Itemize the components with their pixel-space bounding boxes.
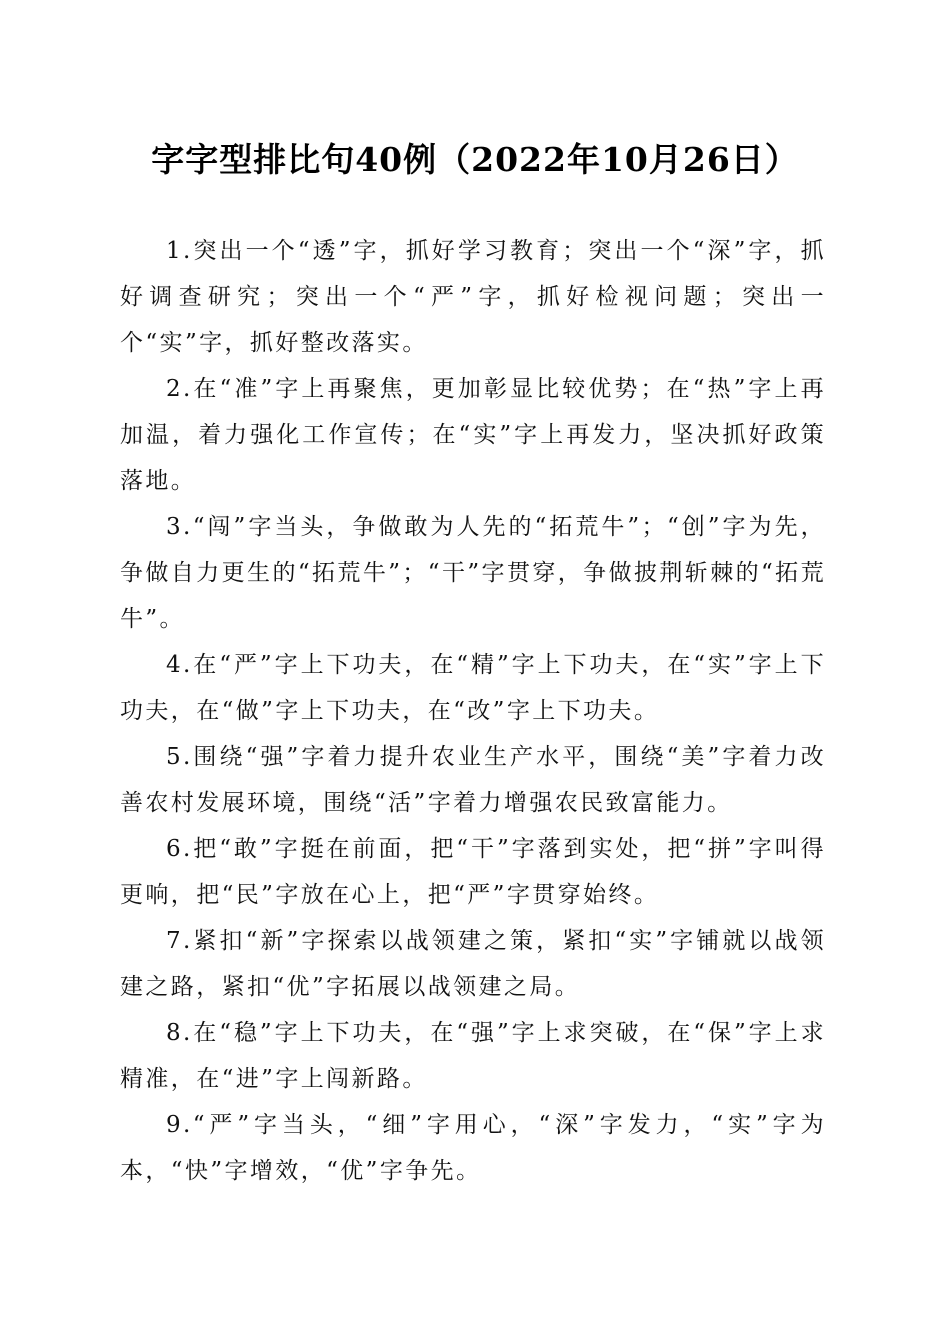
paragraph-8: 8.在“稳”字上下功夫，在“强”字上求突破，在“保”字上求精准，在“进”字上闯新路。: [120, 1020, 826, 1092]
document-body: [120, 228, 826, 1194]
paragraph-3: 3.“闯”字当头，争做敢为人先的“拓荒牛”；“创”字为先，争做自力更生的“拓荒牛”；“干”字贯穿，争做披荆斩棘的“拓荒牛”。: [120, 514, 826, 632]
paragraph-5: 5.围绕“强”字着力提升农业生产水平，围绕“美”字着力改善农村发展环境，围绕“活”字着力增强农民致富能力。: [120, 744, 826, 816]
paragraph-4: 4.在“严”字上下功夫，在“精”字上下功夫，在“实”字上下功夫，在“做”字上下功夫，在“改”字上下功夫。: [120, 652, 826, 724]
paragraph-9: 9.“严”字当头，“细”字用心，“深”字发力，“实”字为本，“快”字增效，“优”字争先。: [120, 1112, 826, 1184]
paragraph-2: 2.在“准”字上再聚焦，更加彰显比较优势；在“热”字上再加温，着力强化工作宣传；在“实”字上再发力，坚决抓好政策落地。: [120, 376, 826, 494]
paragraph-6: 6.把“敢”字挺在前面，把“干”字落到实处，把“拼”字叫得更响，把“民”字放在心上，把“严”字贯穿始终。: [120, 836, 826, 908]
paragraph-7: 7.紧扣“新”字探索以战领建之策，紧扣“实”字铺就以战领建之路，紧扣“优”字拓展以战领建之局。: [120, 928, 826, 1000]
document-title: 字字型排比句40例（2022年10月26日）: [151, 140, 799, 179]
paragraph-1: 1.突出一个“透”字，抓好学习教育；突出一个“深”字，抓好调查研究；突出一个“严”字，抓好检视问题；突出一个“实”字，抓好整改落实。: [120, 238, 826, 356]
